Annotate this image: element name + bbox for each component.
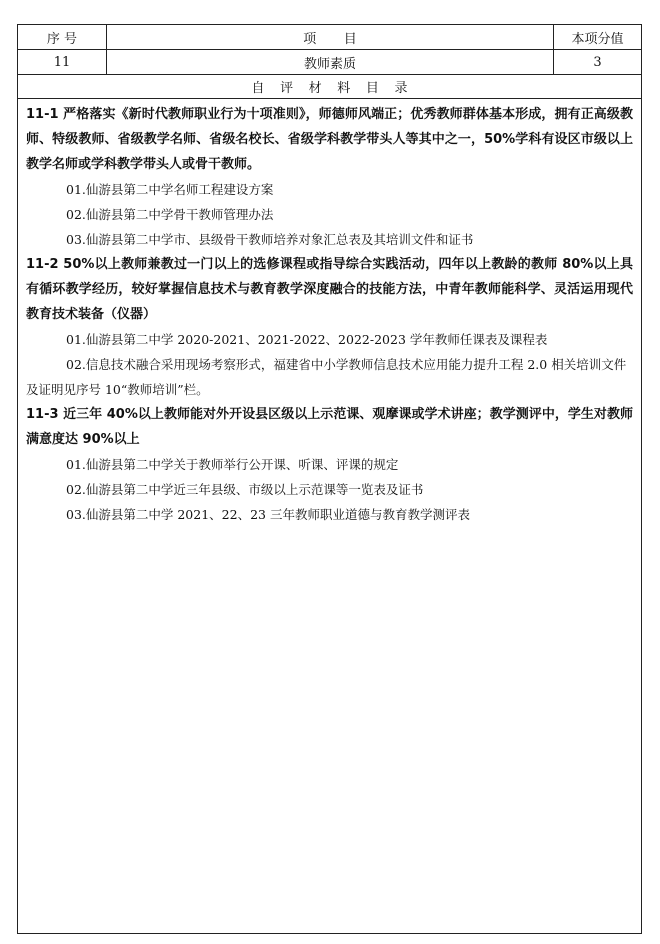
criterion-11-1: 11-1 严格落实《新时代教师职业行为十项准则》，师德师风端正；优秀教师群体基本形成，拥有正高级教师、特级教师、省级教学名师、省级名校长、省级学科教学带头人等其中之一，50%学科有设区市级以上教学名师或学科教学带头人或骨干教师。 xyxy=(26,107,633,172)
list-item: 02.仙游县第二中学骨干教师管理办法 xyxy=(66,207,274,222)
evaluation-sheet xyxy=(17,24,642,934)
materials-list xyxy=(18,99,641,527)
list-item: 02.信息技术融合采用现场考察形式，福建省中小学教师信息技术应用能力提升工程 2.0 相关培训文件及证明见序号 10“教师培训”栏。 xyxy=(26,357,627,397)
list-item: 01.仙游县第二中学 2020-2021、2021-2022、2022-2023 学年教师任课表及课程表 xyxy=(66,332,548,347)
criterion-11-3: 11-3 近三年 40%以上教师能对外开设县区级以上示范课、观摩课或学术讲座；教学测评中，学生对教师满意度达 90%以上 xyxy=(26,407,633,447)
header-score: 本项分值 xyxy=(553,25,641,49)
header-serial-number: 序 号 xyxy=(46,31,78,47)
row-serial-number: 11 xyxy=(53,54,71,70)
table-header-row xyxy=(18,25,641,50)
list-item: 03.仙游县第二中学 2021、22、23 三年教师职业道德与教育教学测评表 xyxy=(66,507,470,522)
criterion-11-2: 11-2 50%以上教师兼教过一门以上的选修课程或指导综合实践活动，四年以上教龄的教师 80%以上具有循环教学经历，较好掌握信息技术与教育教学深度融合的技能方法，中青年教师能科学、灵活运用现代教育技术装备（仪器） xyxy=(26,257,633,322)
row-item-name: 教师素质 xyxy=(106,50,553,74)
list-item: 01.仙游县第二中学名师工程建设方案 xyxy=(66,182,274,197)
section-title: 自评材料目录 xyxy=(251,81,424,96)
row-score: 3 xyxy=(553,50,641,74)
list-item: 01.仙游县第二中学关于教师举行公开课、听课、评课的规定 xyxy=(66,457,399,472)
section-title-row xyxy=(18,75,641,99)
header-item: 项 目 xyxy=(106,25,553,49)
list-item: 02.仙游县第二中学近三年县级、市级以上示范课等一览表及证书 xyxy=(66,482,424,497)
table-row xyxy=(18,50,641,75)
list-item: 03.仙游县第二中学市、县级骨干教师培养对象汇总表及其培训文件和证书 xyxy=(66,232,474,247)
